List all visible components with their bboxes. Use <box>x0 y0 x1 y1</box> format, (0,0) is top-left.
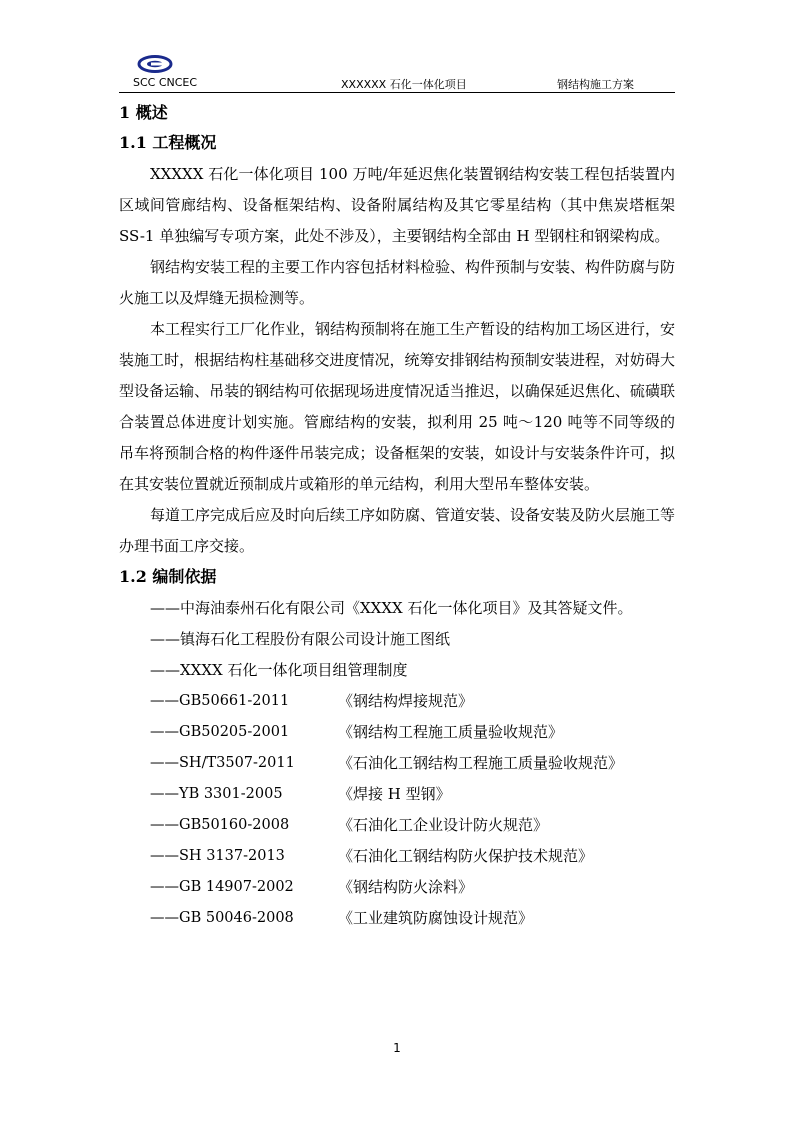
reference-item: ——镇海石化工程股份有限公司设计施工图纸 <box>150 630 451 648</box>
standard-title: 《钢结构工程施工质量验收规范》 <box>338 723 564 741</box>
paragraph-overview-1: XXXXX 石化一体化项目 100 万吨/年延迟焦化装置钢结构安装工程包括装置内区域间管廊结构、设备框架结构、设备附属结构及其它零星结构（其中焦炭塔框架 SS-1 单独编写专项方案，此处不涉及），主要钢结构全部由 H 型钢柱和钢梁构成。 <box>119 165 675 245</box>
standard-code: ——SH 3137-2013 <box>150 848 285 864</box>
document-body <box>119 98 675 934</box>
standard-title: 《石油化工企业设计防火规范》 <box>338 816 549 834</box>
company-logo-icon <box>137 55 173 73</box>
paragraph-overview-3: 本工程实行工厂化作业，钢结构预制将在施工生产暂设的结构加工场区进行，安装施工时，根据结构柱基础移交进度情况，统筹安排钢结构预制安装进程，对妨碍大型设备运输、吊装的钢结构可依据现场进度情况适当推迟，以确保延迟焦化、硫磺联合装置总体进度计划实施。管廊结构的安装，拟利用 25 吨～120 吨等不同等级的吊车将预制合格的构件逐件吊装完成；设备框架的安装，如设计与安装条件许可，拟在其安装位置就近预制成片或箱形的单元结构，利用大型吊车整体安装。 <box>119 320 676 493</box>
standard-item <box>119 810 675 841</box>
standard-code: ——YB 3301-2005 <box>150 786 283 802</box>
section-heading-1-2: 1.2 编制依据 <box>119 567 217 586</box>
standard-item <box>119 841 675 872</box>
standard-title: 《焊接 H 型钢》 <box>338 785 451 803</box>
reference-item: ——XXXX 石化一体化项目组管理制度 <box>150 661 408 679</box>
standard-title: 《石油化工钢结构防火保护技术规范》 <box>338 847 594 865</box>
standard-code: ——GB 50046-2008 <box>150 910 294 926</box>
logo-text: SCC CNCEC <box>133 76 198 89</box>
standard-title: 《工业建筑防腐蚀设计规范》 <box>338 909 534 927</box>
standard-item <box>119 748 675 779</box>
standard-item <box>119 872 675 903</box>
standard-code: ——GB50160-2008 <box>150 817 290 833</box>
paragraph-overview-2: 钢结构安装工程的主要工作内容包括材料检验、构件预制与安装、构件防腐与防火施工以及焊缝无损检测等。 <box>119 258 676 307</box>
standard-title: 《石油化工钢结构工程施工质量验收规范》 <box>338 754 624 772</box>
page-number: 1 <box>393 1041 401 1055</box>
standard-item <box>119 903 675 934</box>
standard-code: ——GB 14907-2002 <box>150 879 294 895</box>
standard-title: 《钢结构焊接规范》 <box>338 692 474 710</box>
section-heading-1: 1 概述 <box>119 103 168 122</box>
paragraph-overview-4: 每道工序完成后应及时向后续工序如防腐、管道安装、设备安装及防火层施工等办理书面工序交接。 <box>119 506 676 555</box>
section-heading-1-1: 1.1 工程概况 <box>119 133 217 152</box>
standard-code: ——SH/T3507-2011 <box>150 755 295 771</box>
reference-item: ——中海油泰州石化有限公司《XXXX 石化一体化项目》及其答疑文件。 <box>150 599 633 617</box>
standard-item <box>119 717 675 748</box>
standard-title: 《钢结构防火涂料》 <box>338 878 474 896</box>
standard-code: ——GB50661-2011 <box>150 693 290 709</box>
header-doc-title: 钢结构施工方案 <box>557 78 634 91</box>
standard-item <box>119 779 675 810</box>
standard-code: ——GB50205-2001 <box>150 724 290 740</box>
page-header <box>119 52 675 93</box>
header-project: XXXXXX 石化一体化项目 <box>341 78 467 91</box>
standard-item <box>119 686 675 717</box>
